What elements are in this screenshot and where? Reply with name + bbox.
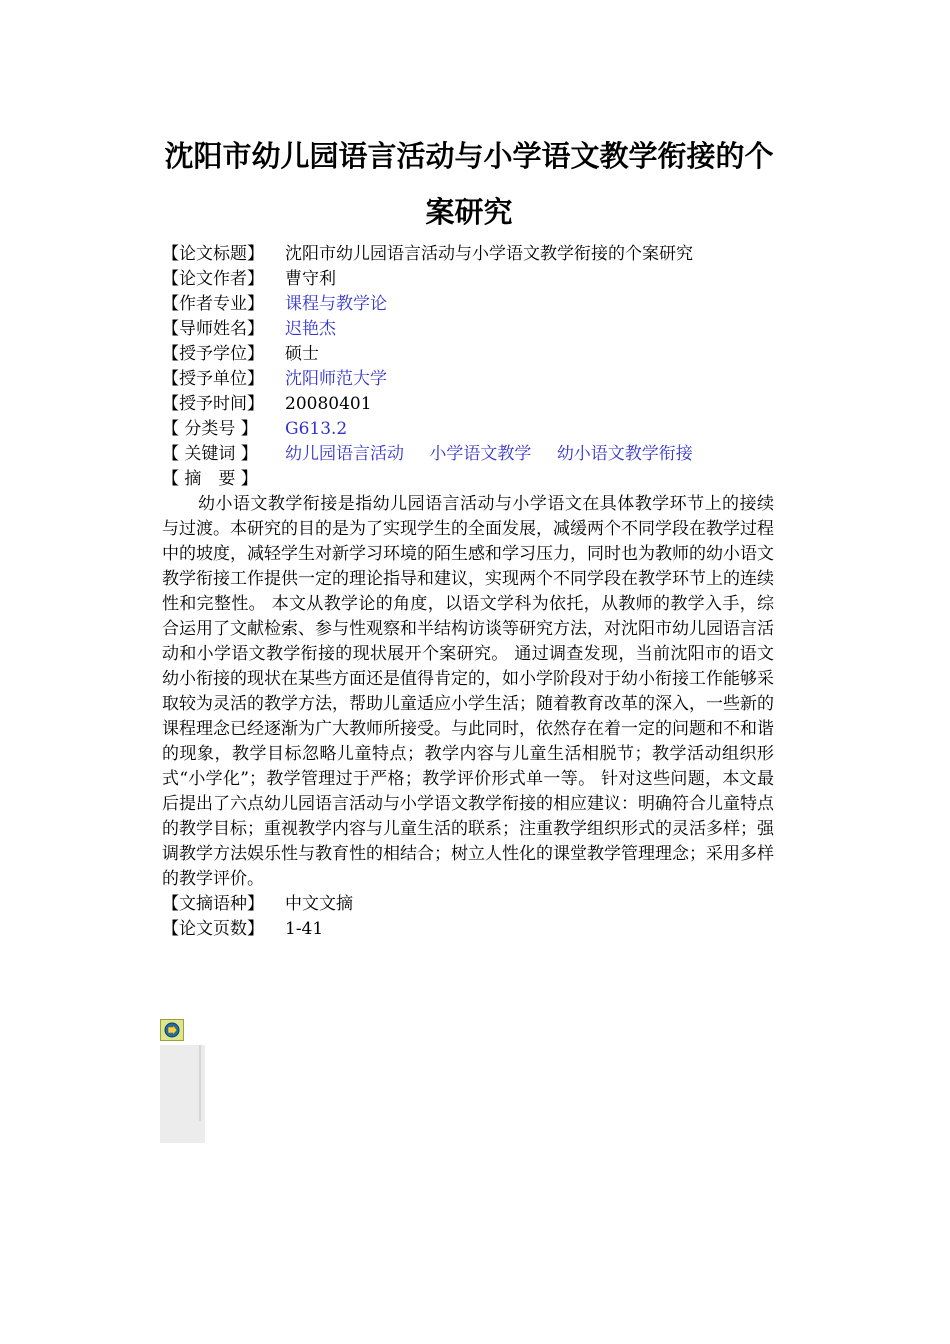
field-abstract-language <box>162 892 776 917</box>
keywords-list <box>285 442 693 467</box>
keyword-link[interactable]: 幼小语文教学衔接 <box>556 444 693 464</box>
document-page <box>162 0 776 942</box>
field-label: 【授予单位】 <box>162 369 264 389</box>
major-link[interactable]: 课程与教学论 <box>285 294 387 314</box>
field-label: 【文摘语种】 <box>162 894 264 914</box>
field-keywords <box>162 442 776 467</box>
field-label: 【 分类号 】 <box>162 419 258 439</box>
field-abstract-heading <box>162 467 776 492</box>
field-major <box>162 292 776 317</box>
field-label: 【 关键词 】 <box>162 444 258 464</box>
arrow-icon[interactable] <box>160 1019 184 1041</box>
keyword-link[interactable]: 幼儿园语言活动 <box>285 444 404 464</box>
page-range-value: 1-41 <box>285 919 324 939</box>
date-value: 20080401 <box>285 394 372 414</box>
field-classification <box>162 417 776 442</box>
field-degree <box>162 342 776 367</box>
field-label: 【 摘 要 】 <box>162 469 258 489</box>
panel-divider <box>199 1045 201 1121</box>
field-label: 【作者专业】 <box>162 294 264 314</box>
field-paper-title <box>162 242 776 267</box>
field-page-range <box>162 917 776 942</box>
institution-link[interactable]: 沈阳师范大学 <box>285 369 387 389</box>
field-label: 【导师姓名】 <box>162 319 264 339</box>
field-author <box>162 267 776 292</box>
field-label: 【论文作者】 <box>162 269 264 289</box>
metadata-list <box>162 242 776 942</box>
degree-value: 硕士 <box>285 344 319 364</box>
abstract-text: 幼小语文教学衔接是指幼儿园语言活动与小学语文在具体教学环节上的接续与过渡。本研究的目的是为了实现学生的全面发展，减缓两个不同学段在教学过程中的坡度，减轻学生对新学习环境的陌生感和学习压力，同时也为教师的幼小语文教学衔接工作提供一定的理论指导和建议，实现两个不同学段在教学环节上的连续性和完整性。 本文从教学论的角度，以语文学科为依托，从教师的教学入手，综合运用了文献检索、参与性观察和半结构访谈等研究方法，对沈阳市幼儿园语言活动和小学语文教学衔接的现状展开个案研究。 通过调查发现，当前沈阳市的语文幼小衔接的现状在某些方面还是值得肯定的，如小学阶段对于幼小衔接工作能够采取较为灵活的教学方法，帮助儿童适应小学生活；随着教育改革的深入，一些新的课程理念已经逐渐为广大教师所接受。与此同时，依然存在着一定的问题和不和谐的现象，教学目标忽略儿童特点；教学内容与儿童生活相脱节；教学活动组织形式“小学化”；教学管理过于严格；教学评价形式单一等。 针对这些问题，本文最后提出了六点幼儿园语言活动与小学语文教学衔接的相应建议：明确符合儿童特点的教学目标；重视教学内容与儿童生活的联系；注重教学组织形式的灵活多样；强调教学方法娱乐性与教育性的相结合；树立人性化的课堂教学管理理念；采用多样的教学评价。 <box>162 494 774 889</box>
advisor-link[interactable]: 迟艳杰 <box>285 319 336 339</box>
field-institution <box>162 367 776 392</box>
field-advisor <box>162 317 776 342</box>
keyword-link[interactable]: 小学语文教学 <box>429 444 532 464</box>
field-date <box>162 392 776 417</box>
paper-title-value: 沈阳市幼儿园语言活动与小学语文教学衔接的个案研究 <box>285 244 693 264</box>
abstract-language-value: 中文文摘 <box>285 894 353 914</box>
field-label: 【授予时间】 <box>162 394 264 414</box>
field-label: 【论文页数】 <box>162 919 264 939</box>
classification-link[interactable]: G613.2 <box>285 419 348 439</box>
field-label: 【论文标题】 <box>162 244 264 264</box>
document-title: 沈阳市幼儿园语言活动与小学语文教学衔接的个案研究 <box>164 139 774 229</box>
field-label: 【授予学位】 <box>162 344 264 364</box>
arrow-icon-glyph <box>164 1022 180 1038</box>
author-value: 曹守利 <box>285 269 336 289</box>
